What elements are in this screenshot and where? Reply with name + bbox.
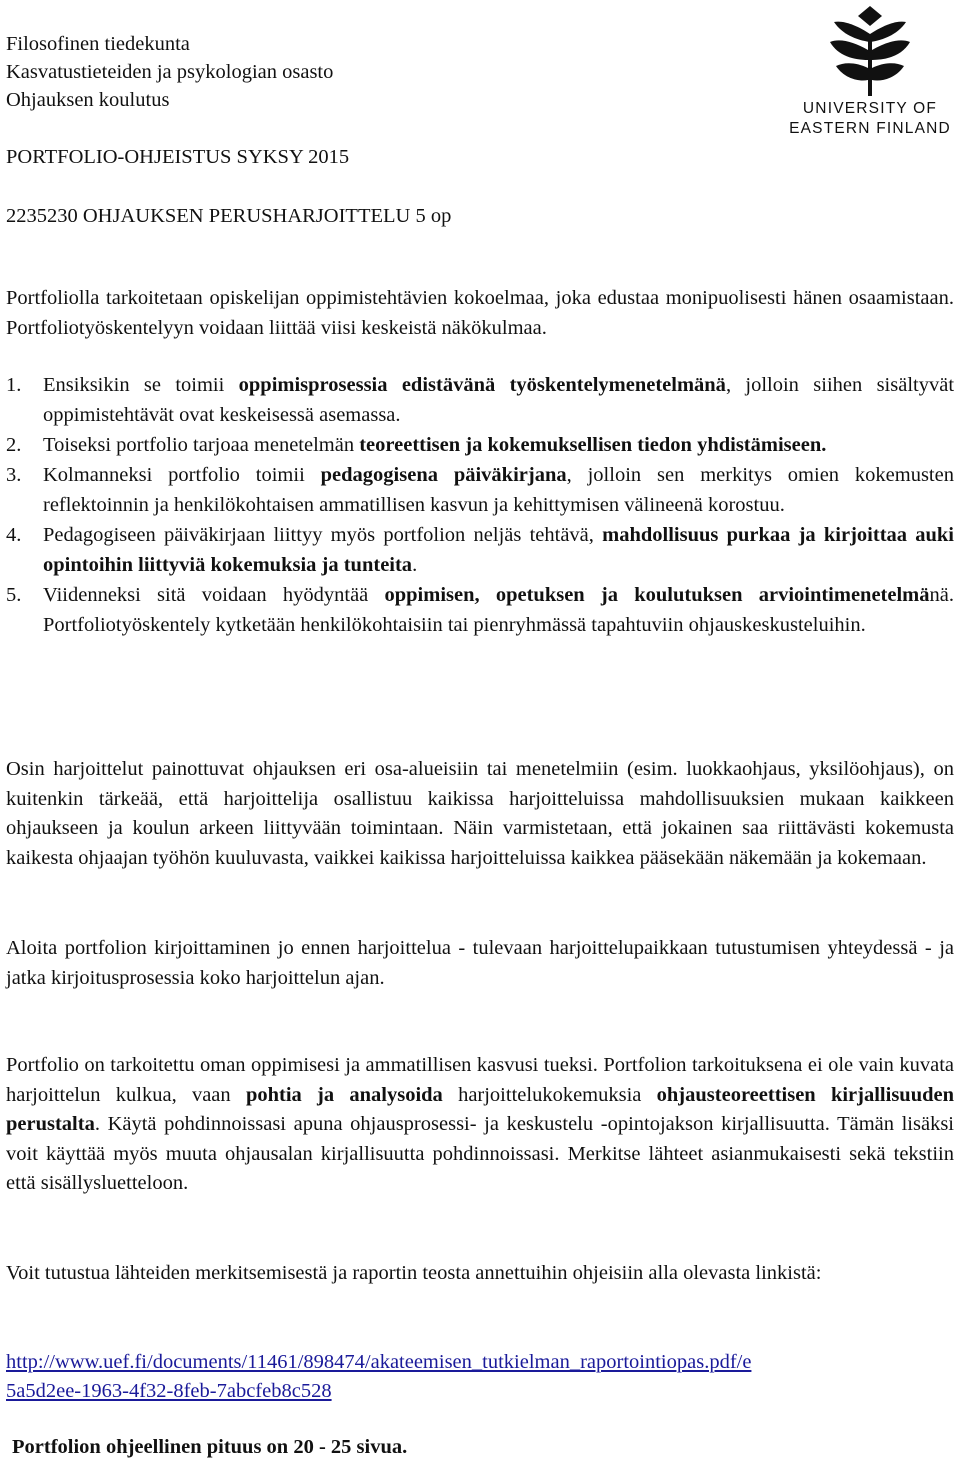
- start-writing-paragraph: Aloita portfolion kirjoittaminen jo ennen harjoittelua - tulevaan harjoittelupaikkaan tutustumisen yhteydessä - ja jatka kirjoitusprosessia koko harjoittelun ajan.: [6, 937, 954, 989]
- document-title: PORTFOLIO-OHJEISTUS SYKSY 2015: [6, 146, 350, 168]
- uef-logo-emblem-icon: [786, 4, 954, 100]
- sources-paragraph: Voit tutustua lähteiden merkitsemisestä ja raportin teosta annettuihin ohjeisiin alla olevasta linkistä:: [6, 1262, 822, 1284]
- list-number: 4.: [6, 524, 22, 546]
- guide-link-line1[interactable]: http://www.uef.fi/documents/11461/898474/akateemisen_tutkielman_raportointiopas.pdf/e: [6, 1351, 752, 1373]
- practice-paragraph: Osin harjoittelut painottuvat ohjauksen eri osa-alueisiin tai menetelmiin (esim. luokkaohjaus, yksilöohjaus), on kuitenkin tärkeää, että harjoittelija osallistuu kaikissa harjoitteluissa mahdollisuuksien mukaan kaikkeen ohjaukseen ja koulun arkeen liittyvään toimintaan. Näin varmistetaan, että jokainen saa riittävästi kokemusta kaikesta ohjaajan työhön kuuluvasta, vaikkei kaikissa harjoitteluissa kaikkea pääsekään näkemään ja kokemaan.: [6, 758, 954, 869]
- list-number: 5.: [6, 584, 22, 606]
- university-logo: [786, 4, 954, 138]
- logo-text-line1: UNIVERSITY OF: [802, 100, 938, 117]
- header-faculty: Filosofinen tiedekunta: [6, 33, 190, 55]
- length-note: Portfolion ohjeellinen pituus on 20 - 25 sivua.: [12, 1436, 408, 1458]
- logo-text-line2: EASTERN FINLAND: [789, 120, 951, 137]
- list-item: 4. Pedagogiseen päiväkirjaan liittyy myös portfolion neljäs tehtävä, mahdollisuus purkaa ja kirjoittaa auki opintoihin liittyviä kokemuksia ja tunteita.: [6, 520, 954, 580]
- purpose-paragraph: Portfolio on tarkoitettu oman oppimisesi ja ammatillisen kasvusi tueksi. Portfolion tarkoituksena ei ole vain kuvata harjoittelun kulkua, vaan pohtia ja analysoida harjoittelukokemuksia ohjausteoreettisen kirjallisuuden perustalta. Käytä pohdinnoissasi apuna ohjausprosessi- ja keskustelu -opintojakson kirjallisuutta. Tämän lisäksi voit käyttää myös muuta ohjausalan kirjallisuutta pohdinnoissasi. Merkitse lähteet asianmukaisesti sekä tekstiin että sisällysluetteloon.: [6, 1054, 954, 1194]
- intro-paragraph: Portfoliolla tarkoitetaan opiskelijan oppimistehtävien kokoelmaa, joka edustaa monipuolisesti hänen osaamistaan. Portfoliotyöskentelyyn voidaan liittää viisi keskeistä näkökulmaa.: [6, 287, 954, 339]
- list-item: 3. Kolmanneksi portfolio toimii pedagogisena päiväkirjana, jolloin sen merkitys omien kokemusten reflektoinnin ja henkilökohtaisen ammatillisen kasvun ja kehittymisen välineenä korostuu.: [6, 460, 954, 520]
- header-department: Kasvatustieteiden ja psykologian osasto: [6, 61, 334, 83]
- header-program: Ohjauksen koulutus: [6, 89, 170, 111]
- faculty-header: [6, 30, 333, 114]
- perspectives-list: [6, 370, 954, 640]
- list-item: 5. Viidenneksi sitä voidaan hyödyntää oppimisen, opetuksen ja koulutuksen arviointimenetelmänä. Portfoliotyöskentely kytketään henkilökohtaisiin tai pienryhmässä tapahtuviin ohjauskeskusteluihin.: [6, 580, 954, 640]
- list-number: 3.: [6, 464, 22, 486]
- guide-link-block[interactable]: [6, 1348, 751, 1406]
- list-item: 2. Toiseksi portfolio tarjoaa menetelmän teoreettisen ja kokemuksellisen tiedon yhdistämiseen.: [6, 430, 954, 460]
- list-number: 2.: [6, 434, 22, 456]
- list-number: 1.: [6, 374, 22, 396]
- guide-link-line2[interactable]: 5a5d2ee-1963-4f32-8feb-7abcfeb8c528: [6, 1380, 332, 1402]
- course-title: 2235230 OHJAUKSEN PERUSHARJOITTELU 5 op: [6, 205, 452, 227]
- list-item: 1. Ensiksikin se toimii oppimisprosessia edistävänä työskentelymenetelmänä, jolloin siihen sisältyvät oppimistehtävät ovat keskeisessä asemassa.: [6, 370, 954, 430]
